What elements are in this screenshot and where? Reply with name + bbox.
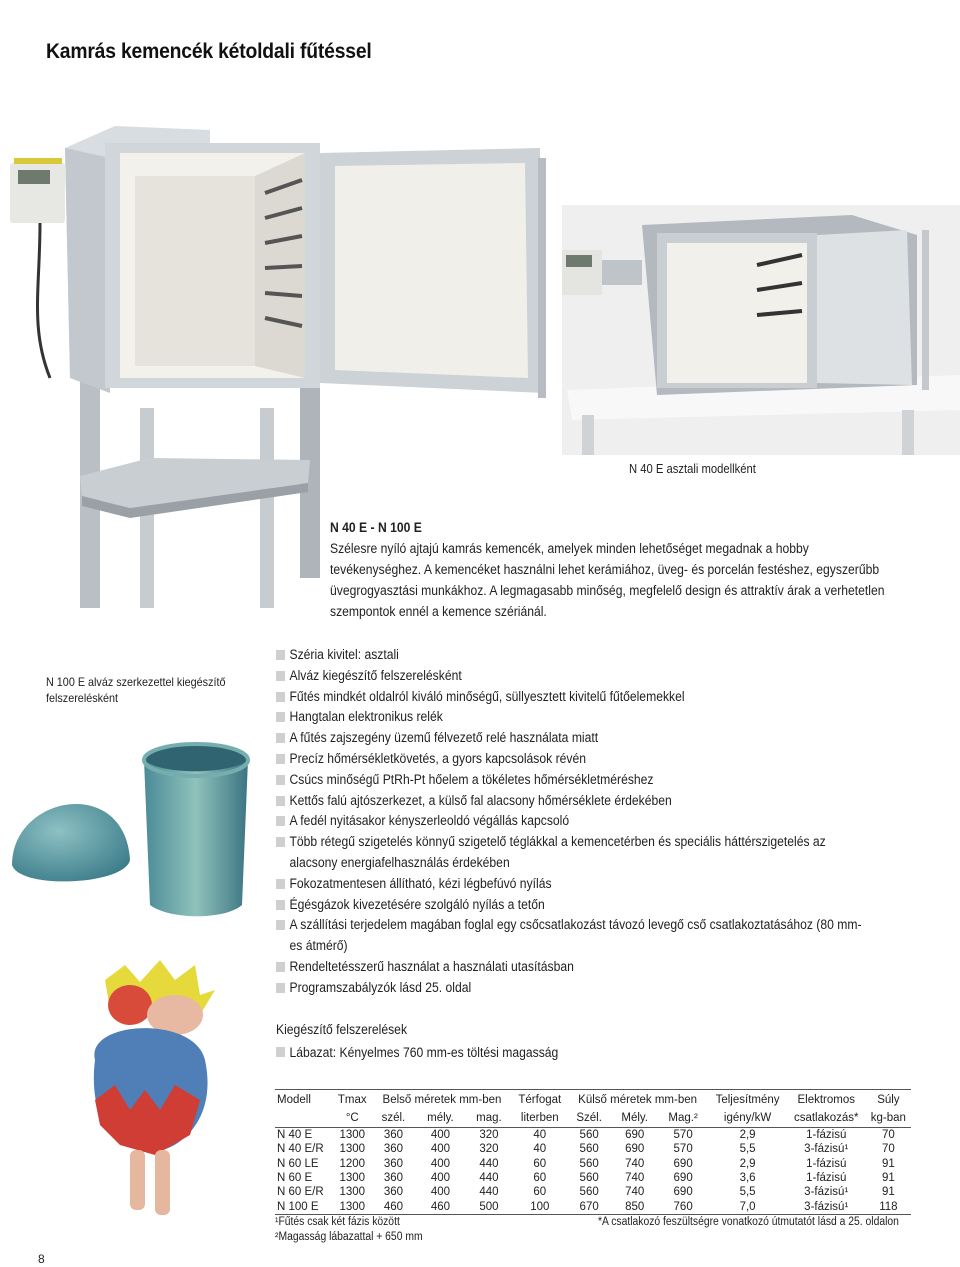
table-cell: 1200 (339, 1157, 366, 1170)
table-cell: 560 (579, 1172, 599, 1185)
feature-item: Kettős falú ajtószerkezet, a külső fal alacsony hőmérséklete érdekében (276, 791, 870, 812)
table-cell: 690 (673, 1186, 693, 1199)
table-cell: 3-fázisú¹ (804, 1143, 849, 1156)
figure-photo (65, 960, 250, 1230)
table-cell: 560 (579, 1157, 599, 1170)
feature-item: A fedél nyitásakor kényszerleoldó végállás kapcsoló (276, 811, 870, 832)
table-cell: N 60 E (277, 1172, 313, 1185)
table-cell: 760 (673, 1200, 693, 1213)
spec-table (275, 1089, 911, 1215)
table-cell: N 60 LE (277, 1157, 319, 1170)
table-cell: 460 (383, 1200, 404, 1213)
footnote-1: ¹Fűtés csak két fázis között (275, 1216, 400, 1228)
unit: Mély. (621, 1112, 648, 1124)
table-cell: N 100 E (277, 1200, 319, 1213)
feature-item: Alváz kiegészítő felszerelésként (276, 666, 870, 687)
table-cell: 460 (430, 1200, 451, 1213)
table-cell: 400 (430, 1143, 451, 1156)
unit: szél. (381, 1112, 406, 1124)
table-row (275, 1185, 911, 1199)
table-cell: 560 (579, 1186, 599, 1199)
table-cell: 70 (881, 1129, 895, 1142)
feature-list (276, 645, 870, 999)
th-electric: Elektromos (787, 1090, 866, 1110)
table-cell: 400 (430, 1129, 451, 1142)
table-cell: 60 (533, 1157, 547, 1170)
table-row (275, 1199, 911, 1214)
footnote-voltage: *A csatlakozó feszültségre vonatkozó útmutatót lásd a 25. oldalon (598, 1216, 899, 1228)
feature-item: Fokozatmentesen állítható, kézi légbefúvó nyílás (276, 874, 870, 895)
th-volume: Térfogat (513, 1090, 567, 1110)
table-cell: 60 (533, 1172, 547, 1185)
table-cell: N 40 E (277, 1129, 313, 1142)
feature-item: Rendeltetésszerű használat a használati utasításban (276, 957, 870, 978)
table-cell: 91 (881, 1186, 895, 1199)
table-row (275, 1171, 911, 1185)
intro-heading: N 40 E - N 100 E (330, 520, 422, 535)
unit: Mag.² (668, 1112, 698, 1124)
unit: Szél. (576, 1112, 602, 1124)
accessories-title: Kiegészítő felszerelések (276, 1022, 408, 1037)
table-cell: 440 (479, 1172, 499, 1185)
feature-item: A szállítási terjedelem magában foglal egy csőcsatlakozást távozó levegő cső csatlakoztatásához (80 mm-es átmérő) (276, 915, 870, 957)
th-inner: Belső méretek mm-ben (371, 1090, 513, 1110)
caption-tabletop: N 40 E asztali modellként (628, 462, 756, 476)
feature-item: Széria kivitel: asztali (276, 645, 870, 666)
unit: mag. (476, 1112, 502, 1124)
table-cell: 850 (625, 1200, 645, 1213)
pottery-photo (10, 735, 255, 925)
table-row (275, 1128, 911, 1143)
table-cell: 400 (430, 1157, 451, 1170)
th-power: Teljesítmény (708, 1090, 786, 1110)
table-cell: 690 (625, 1143, 645, 1156)
feature-item: Hangtalan elektronikus relék (276, 707, 870, 728)
table-cell: 91 (881, 1157, 895, 1170)
table-cell: 5,5 (739, 1186, 756, 1199)
feature-item: Égésgázok kivezetésére szolgáló nyílás a tetőn (276, 895, 870, 916)
table-cell: 3-fázisú¹ (804, 1186, 849, 1199)
th-weight: Súly (866, 1090, 911, 1110)
table-cell: 360 (383, 1157, 404, 1170)
table-cell: 3-fázisú¹ (804, 1200, 849, 1213)
table-cell: 1300 (339, 1172, 366, 1185)
page-title: Kamrás kemencék kétoldali fűtéssel (46, 40, 372, 63)
feature-item: A fűtés zajszegény üzemű félvezető relé használata miatt (276, 728, 870, 749)
unit: literben (520, 1112, 559, 1124)
table-cell: 360 (383, 1143, 404, 1156)
spec-table-body (275, 1128, 911, 1215)
feature-item: Programszabályzók lásd 25. oldal (276, 978, 870, 999)
feature-item: Precíz hőmérsékletkövetés, a gyors kapcsolások révén (276, 749, 870, 770)
table-cell: 91 (881, 1172, 895, 1185)
table-cell: 360 (383, 1129, 404, 1142)
table-cell: 400 (430, 1186, 451, 1199)
table-cell: 1-fázisú (806, 1157, 847, 1170)
table-cell: 100 (530, 1200, 550, 1213)
table-cell: 360 (383, 1172, 404, 1185)
table-cell: 7,0 (739, 1200, 756, 1213)
unit: kg-ban (870, 1112, 906, 1124)
kiln-tabletop-photo (562, 205, 960, 455)
table-cell: 560 (579, 1129, 599, 1142)
table-cell: 40 (533, 1143, 547, 1156)
table-cell: 570 (673, 1143, 693, 1156)
table-cell: 40 (533, 1129, 547, 1142)
feature-item: Fűtés mindkét oldalról kiváló minőségű, süllyesztett kivitelű fűtőelemekkel (276, 687, 870, 708)
table-cell: 70 (881, 1143, 895, 1156)
table-cell: 2,9 (739, 1157, 756, 1170)
table-cell: 690 (673, 1172, 693, 1185)
caption-base: N 100 E alváz szerkezettel kiegészítő felszerelésként (46, 675, 226, 705)
unit: mély. (427, 1112, 454, 1124)
unit: °C (345, 1112, 359, 1124)
table-cell: 1300 (339, 1129, 366, 1142)
intro-block (330, 517, 888, 622)
table-cell: 60 (533, 1186, 547, 1199)
table-cell: 1-fázisú (806, 1172, 847, 1185)
unit: igény/kW (723, 1112, 772, 1124)
table-cell: 320 (479, 1129, 499, 1142)
th-model: Modell (275, 1090, 333, 1110)
page-number: 8 (38, 1252, 45, 1266)
table-cell: 118 (879, 1200, 898, 1213)
table-row (275, 1142, 911, 1156)
th-outer: Külső méretek mm-ben (567, 1090, 709, 1110)
table-cell: N 40 E/R (277, 1143, 324, 1156)
table-cell: 440 (479, 1157, 499, 1170)
table-cell: 320 (479, 1143, 499, 1156)
accessory-item: Lábazat: Kényelmes 760 mm-es töltési magasság (276, 1042, 558, 1063)
table-cell: 400 (430, 1172, 451, 1185)
footnote-2: ²Magasság lábazattal + 650 mm (275, 1231, 423, 1243)
accessories-list (276, 1042, 558, 1063)
table-cell: 360 (383, 1186, 404, 1199)
table-cell: 740 (625, 1157, 645, 1170)
table-cell: 1300 (339, 1143, 366, 1156)
table-cell: N 60 E/R (277, 1186, 324, 1199)
table-cell: 500 (479, 1200, 499, 1213)
table-cell: 690 (673, 1157, 693, 1170)
table-cell: 670 (579, 1200, 599, 1213)
table-cell: 1300 (339, 1186, 366, 1199)
table-cell: 560 (579, 1143, 599, 1156)
table-cell: 690 (625, 1129, 645, 1142)
table-cell: 1-fázisú (806, 1129, 847, 1142)
feature-item: Több rétegű szigetelés könnyű szigetelő téglákkal a kemencetérben és speciális háttérszigetelés az alacsony energiafelhasználás érdekében (276, 832, 870, 874)
table-cell: 5,5 (739, 1143, 756, 1156)
table-cell: 1300 (339, 1200, 366, 1213)
unit: csatlakozás* (793, 1112, 859, 1124)
th-tmax: Tmax (333, 1090, 371, 1110)
table-cell: 740 (625, 1172, 645, 1185)
table-cell: 570 (673, 1129, 693, 1142)
table-cell: 3,6 (739, 1172, 756, 1185)
table-row (275, 1157, 911, 1171)
table-cell: 740 (625, 1186, 645, 1199)
table-cell: 440 (479, 1186, 499, 1199)
feature-item: Csúcs minőségű PtRh-Pt hőelem a tökéletes hőmérsékletméréshez (276, 770, 870, 791)
intro-text: Szélesre nyíló ajtajú kamrás kemencék, amelyek minden lehetőséget megadnak a hobby tevékenységhez. A kemencéket használni lehet kerámiához, üveg- és porcelán festéshez, egyszerűbb üvegrogyasztási munkákhoz. A legmagasabb minőség, megfelelő design és attraktív árak a verhetetlen szempontok ennél a kemence szériánál. (330, 541, 885, 619)
table-cell: 2,9 (739, 1129, 756, 1142)
